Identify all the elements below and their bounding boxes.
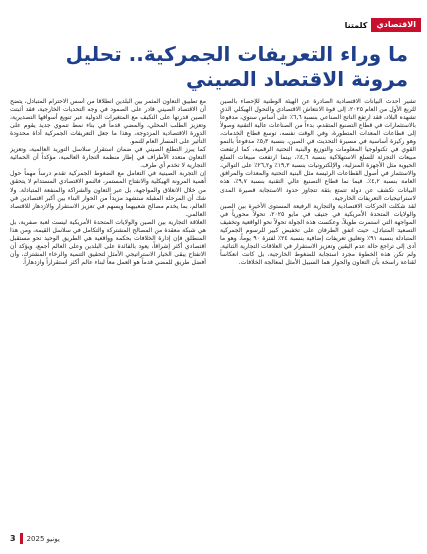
- paragraph: العلاقة التجارية بين الصين والولايات المتحدة الأمريكية ليست لعبة صفرية، بل هي شبكة معقدة من المصالح المشتركة والتكامل في سلاسل القيمة، ومن هذا المنطلق فإن إدارة الخلافات بحكمة وواقعية هي الطريق الوحيد نحو مستقبل اقتصادي أكثر إشراقاً، يعود بالفائدة على البلدين وعلى العالم أجمع، ويؤكد أن الانفتاح يبقى الخيار الاستراتيجي الأمثل لتحقيق التنمية والرخاء المشترك، وأن أفضل طريق للمضي قدماً هو العمل معاً لبناء عالم أكثر استقراراً وازدهاراً.: [10, 218, 206, 266]
- column-left: [10, 98, 206, 518]
- page-number: 3: [10, 534, 16, 543]
- article-title: ما وراء التعريفات الجمركية.. تحليل مرونة الاقتصاد الصيني: [65, 42, 408, 91]
- accent-bar: [20, 533, 23, 544]
- article-body: [10, 98, 416, 518]
- paragraph: لقد شكلت الحركات الاقتصادية والتجارية الرفيعة المستوى الأخيرة بين الصين والولايات المتحدة الأمريكية في جنيف في مايو ٢٠٢٥، تحولاً محورياً في المواجهة التي استمرت طويلاً، وعكست هذه الجولة تحولاً نحو الواقعية وتخفيف التصعيد المتبادل، حيث اتفق الطرفان على تخفيض كبير للرسوم الجمركية المتبادلة بنسبة ٩١٪ وتعليق تعريفات إضافية بنسبة ٢٤٪ لفترة ٩٠ يوماً، وهو ما أدى إلى تراجع حالة عدم اليقين وتعزيز الاستقرار في العلاقات التجارية الثنائية. ولم تكن هذه الخطوة مجرد استجابة للضغوط الخارجية، بل كانت انعكاساً لقناعة راسخة بأن التعاون والحوار هما السبيل الأمثل لمعالجة الخلافات.: [220, 202, 416, 266]
- paragraph: إن التجربة الصينية في التعامل مع الضغوط الجمركية تقدم درساً مهماً حول أهمية المرونة الهيكلية والانفتاح المستمر، فالنمو الاقتصادي المستدام لا يتحقق من خلال الانغلاق والمواجهة، بل عبر التعاون والشراكة والمنفعة المتبادلة. ولا شك أن المرحلة المقبلة ستشهد مزيداً من الحوار البناء بين أكبر اقتصادين في العالم، بما يخدم مصالح شعبيهما ويسهم في تعزيز الاستقرار والازدهار للاقتصاد العالمي.: [10, 170, 206, 218]
- paragraph: تشير أحدث البيانات الاقتصادية الصادرة عن الهيئة الوطنية للإحصاء بالصين للربع الأول من العام ٢٠٢٥، إلى قوة الانتعاش الاقتصادي والتحول الهيكلي الذي تشهده البلاد، فقد ارتفع الناتج الصناعي بنسبة ٦,٦٪ على أساس سنوي، مدفوعاً بالاستثمارات في قطاع التصنيع المتقدم، بدءاً من الصناعات عالية التقنية وصولاً إلى قطاعات المعدات المتطورة، وفي الوقت نفسه، توسع قطاع الخدمات، وهو ركيزة أساسية في مسيرة التحديث في الصين، بنسبة ٥٫٣٪ مدفوعاً بالنمو القوي في تكنولوجيا المعلومات والتوزيع والبنية التحتية الرقمية، كما ارتفعت مبيعات التجزئة للسلع الاستهلاكية بنسبة ٤,٦٪، بينما ارتفعت مبيعات السلع الحيوية مثل الأجهزة المنزلية، والإلكترونيات بنسبة ١٩,٣٪ و٢٦,٢٪ على التوالي، والاستثمار في أصول القطاعات الرئيسة مثل البنية التحتية والمعدات والمرافق العامة بنسبة ٤,٢٪. فيما نما قطاع التصنيع عالي التقنية بنسبة ٩,٧٪، هذه البيانات تكشف عن دولة تتمتع بثقة تتجاوز حدود الاستجابة قصيرة المدى لاستراتيجيات التعريفات الخارجية.: [220, 98, 416, 202]
- logo: الاقتصادي: [371, 18, 421, 32]
- paragraph: كما يبرز التطلع الصيني في ضمان استقرار سلاسل التوريد العالمية، وتعزيز التعاون متعدد الأطراف في إطار منظمة التجارة العالمية، مؤكداً أن الحمائية التجارية لا تخدم أي طرف.: [10, 146, 206, 170]
- page-footer: [10, 533, 60, 544]
- paragraph: مع تطبيق التعاون المثمر بين البلدين انطلاقاً من أسس الاحترام المتبادل، يتضح أن الاقتصاد الصيني قادر على الصمود في وجه التحديات الخارجية، فقد أثبتت الصين قدرتها على التكيف مع المتغيرات الدولية عبر تنويع أسواقها التصديرية، وتعزيز الطلب المحلي، والمضي قدماً في بناء نمط تنموي جديد يقوم على الدورة الاقتصادية المزدوجة، وهذا ما جعل التعريفات الجمركية أداة محدودة التأثير على المسار العام للنمو.: [10, 98, 206, 146]
- section-label: كلمتنا: [344, 20, 368, 30]
- column-right: [220, 98, 416, 518]
- issue-date: يونيو 2025: [26, 534, 60, 543]
- brand-header: [345, 18, 421, 32]
